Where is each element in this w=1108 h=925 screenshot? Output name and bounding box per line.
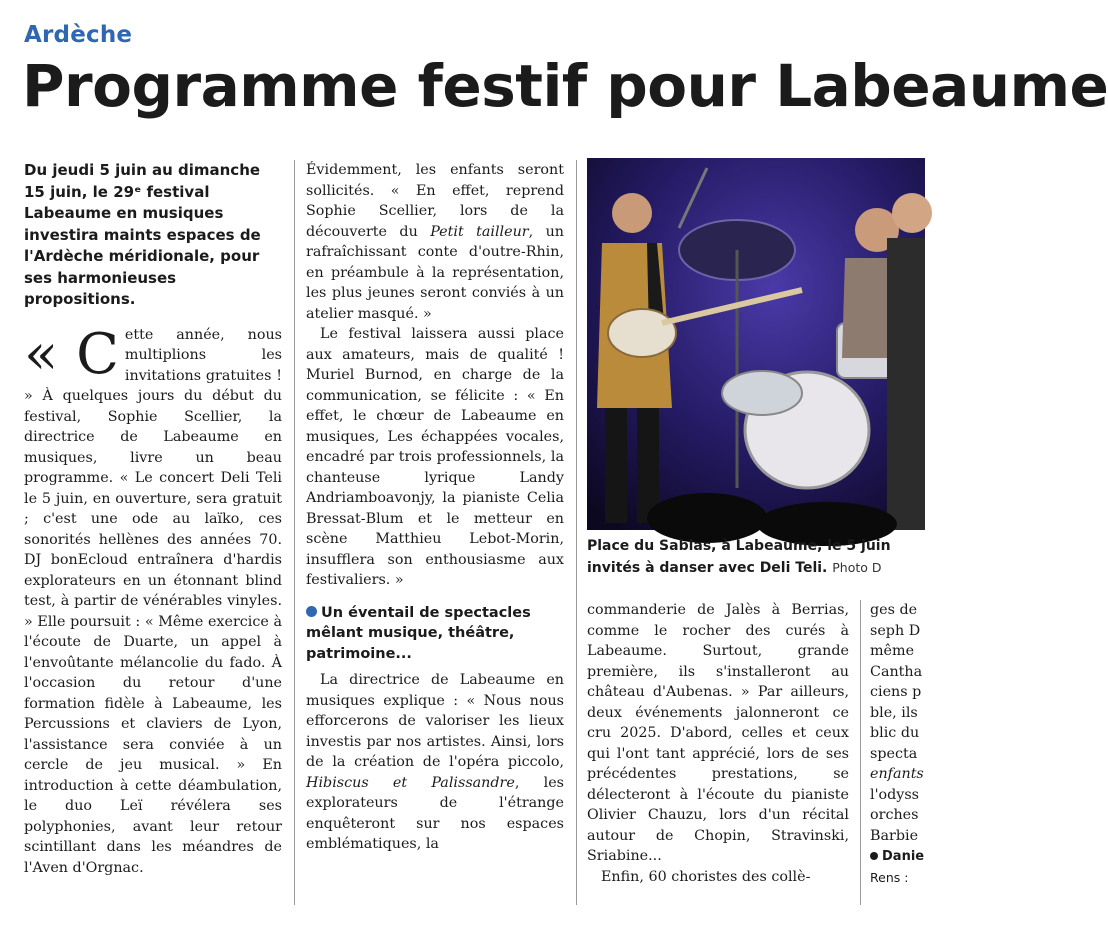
text-line: blic du <box>870 725 920 741</box>
paragraph-text: Évidemment, les enfants seront sollicités. « En effet, reprend Sophie Scellier, lors de la découverte du <box>306 162 564 240</box>
photo-caption <box>587 536 925 579</box>
column-separator <box>576 160 577 905</box>
concert-photo-illustration <box>587 158 925 530</box>
article-paragraph: Le festival laissera aussi place aux amateurs, mais de qualité ! Muriel Burnod, en charge de la communication, se félicite : « En effet, le chœur de Labeaume en musiques, Les échappées vocales, encadré par trois professionnels, la chanteuse lyrique Landy Andriamboavonjy, la pianiste Celia Bressat-Blum et le metteur en scène Matthieu Lebot-Morin, insufflera son enthousiasme aux festivaliers. » <box>306 326 564 588</box>
text-line: Cantha <box>870 663 923 680</box>
title-italic: Hibiscus et Palissandre <box>306 774 515 791</box>
author-signature <box>870 846 925 868</box>
article-column-2 <box>306 160 564 855</box>
article-column-3 <box>587 600 849 887</box>
text-line: ciens p <box>870 684 922 700</box>
headline: Programme festif pour Labeaume <box>22 52 1108 120</box>
text-line: l'odyss <box>870 786 920 803</box>
paragraph-text: , les explorateurs de l'étrange enquêteront sur nos espaces emblématiques, la <box>306 774 564 852</box>
column-separator <box>860 600 861 905</box>
text-line: orches <box>870 807 919 823</box>
paragraph-text: ette année, nous multiplions les invitations gratuites ! » À quelques jours du début du festival, Sophie Scellier, la directrice de Labeaume en musiques, livre un beau programme. « Le concert Deli Teli le 5 juin, en ouverture, sera gratuit ; c'est une ode au laïko, ces sonorités hellènes des années 70. DJ bonEcloud entraînera d'hardis explorateurs en un étonnant blind test, à partir de vénérables vinyles. » Elle poursuit : « Même exercice à l'écoute de Duarte, un appel à l'envoûtante mélancolie du fado. À l'occasion du retour d'une formation fidèle à Labeaume, les Percussions et claviers de Lyon, l'assistance sera conviée à un cercle de jeu musical. » En introduction à cette déambulation, le duo Leï révélera ses polyphonies, avant leur retour scintillant dans les méandres de l'Aven d'Orgnac. <box>24 326 282 876</box>
article-column-4 <box>870 600 925 888</box>
title-italic: enfants <box>870 766 924 782</box>
text-line: ble, ils <box>870 704 918 721</box>
column-separator <box>294 160 295 905</box>
article-paragraph: Enfin, 60 choristes des collè- <box>601 868 811 885</box>
text-line: ges de <box>870 602 918 618</box>
text-line <box>870 764 925 785</box>
drop-cap: « C <box>24 321 119 387</box>
caption-line: Place du Sablas, à Labeaume, le 5 juin <box>587 538 891 554</box>
concert-photo <box>587 158 925 530</box>
article-column-1 <box>24 160 282 878</box>
info-label: Rens : <box>870 869 909 885</box>
bullet-dot-icon <box>306 606 317 617</box>
article-paragraph <box>306 670 564 855</box>
caption-text: invités à danser avec Deli Teli. <box>587 560 828 576</box>
photo-credit: Photo D <box>832 560 882 575</box>
text-line: seph D <box>870 622 921 639</box>
article-paragraph <box>24 321 282 879</box>
caption-line <box>587 557 925 579</box>
text-line: specta <box>870 745 918 762</box>
bullet-dot-icon <box>870 852 878 860</box>
text-line: Barbie <box>870 827 919 844</box>
crosshead-text: Un éventail de spectacles mêlant musique, théâtre, patrimoine... <box>306 604 531 662</box>
section-rubric: Ardèche <box>24 22 133 48</box>
paragraph-text: , un rafraîchissant conte d'outre-Rhin, en préambule à la représentation, les plus jeunes seront conviés à un atelier masqué. » <box>306 223 564 322</box>
paragraph-text: La directrice de Labeaume en musiques explique : « Nous nous efforcerons de valoriser les lieux investis par nos artistes. Ainsi, lors de la création de l'opéra piccolo, <box>306 672 564 770</box>
article-paragraph: commanderie de Jalès à Berrias, comme le rocher des curés à Labeaume. Surtout, grande première, ils s'installeront au château d'Aubenas. » Par ailleurs, deux événements jalonneront ce cru 2025. D'abord, celles et ceux qui l'ont tant apprécié, lors de ses précédentes prestations, se délecteront à l'écoute du pianiste Olivier Chauzu, lors d'un récital autour de Chopin, Stravinski, Sriabine... <box>587 602 849 864</box>
title-italic: Petit tailleur <box>430 223 529 240</box>
standfirst: Du jeudi 5 juin au dimanche 15 juin, le 29ᵉ festival Labeaume en musiques investira maints espaces de l'Ardèche méridionale, pour ses harmonieuses propositions. <box>24 161 261 308</box>
info-line <box>870 868 925 889</box>
text-line: même <box>870 643 915 659</box>
crosshead <box>306 603 564 665</box>
article-paragraph <box>306 160 564 324</box>
signature-text: Danie <box>882 849 925 864</box>
